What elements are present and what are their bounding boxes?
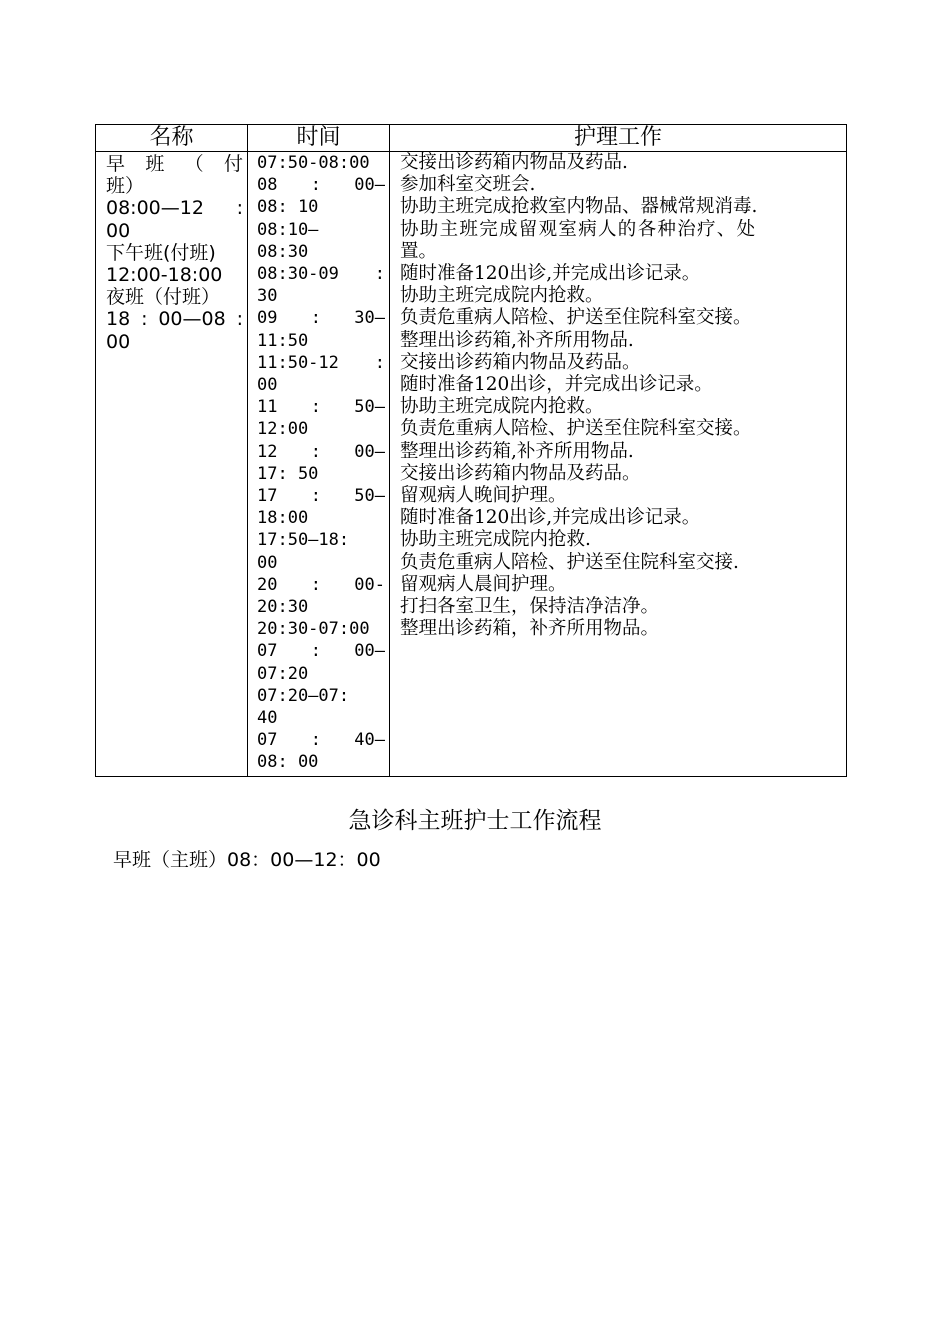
shift-name-line-part: : — [141, 308, 148, 331]
duty-line: 协助主班完成留观室病人的各种治疗、处 — [400, 218, 757, 240]
time-line: 30 — [257, 286, 278, 307]
time-line-part: 12 — [257, 441, 278, 462]
time-line-part: : — [310, 308, 321, 329]
time-line-part: : — [310, 574, 321, 595]
time-line: 20:30 — [257, 597, 309, 618]
time-line: 08: 00 — [257, 752, 319, 773]
time-line-part: : — [310, 641, 321, 662]
time-line: 00 — [257, 552, 278, 573]
time-line-part: : — [310, 441, 321, 462]
time-line: 08:10— — [257, 219, 319, 240]
time-line-part: 17 — [257, 486, 278, 507]
duty-line: 交接出诊药箱内物品及药品. — [400, 152, 628, 173]
duty-line: 留观病人晚间护理。 — [400, 485, 567, 507]
shift-name-line-part: : — [236, 197, 243, 220]
time-line — [257, 263, 385, 285]
duty-line: 置。 — [400, 240, 438, 262]
shift-name-line — [106, 308, 243, 330]
shift-name-line-part: （ — [184, 153, 204, 175]
time-line-part: 50— — [354, 397, 385, 418]
time-line-part: 07 — [257, 730, 278, 751]
duty-line: 留观病人晨间护理。 — [400, 573, 567, 595]
header-time: 时间 — [248, 125, 390, 152]
time-line-part: 08:30-09 — [257, 264, 339, 285]
duty-line: 整理出诊药箱,补齐所用物品. — [400, 440, 634, 462]
shift-name-line-part: 早 — [106, 153, 126, 175]
time-line-part: 00— — [354, 175, 385, 196]
section-subtitle: 早班（主班）08：00—12：00 — [113, 849, 381, 871]
time-line — [257, 574, 385, 596]
time-line-part: 00— — [354, 441, 385, 462]
time-line-part: 11:50-12 — [257, 352, 339, 373]
time-line: 17: 50 — [257, 463, 319, 484]
time-line-part: : — [310, 730, 321, 751]
shift-name-line — [106, 153, 243, 175]
time-line — [257, 174, 385, 196]
time-line: 17:50—18: — [257, 530, 350, 551]
time-line: 00 — [257, 375, 278, 396]
duty-line: 随时准备120出诊,并完成出诊记录。 — [400, 507, 701, 529]
time-line-part: 50— — [354, 486, 385, 507]
shift-name-line-part: 08:00—12 — [106, 197, 204, 220]
time-line-part: : — [310, 486, 321, 507]
duty-line: 协助主班完成院内抢救. — [400, 529, 591, 551]
shift-name-line: 班） — [106, 175, 145, 198]
table-row — [96, 152, 847, 777]
time-line-part: : — [374, 264, 385, 285]
duty-line: 交接出诊药箱内物品及药品。 — [400, 351, 641, 373]
shift-name-line-part: 班 — [145, 153, 165, 175]
time-line: 07:50-08:00 — [257, 153, 370, 173]
time-line-part: 40— — [354, 730, 385, 751]
shift-name-line: 00 — [106, 219, 131, 242]
duty-line: 负责危重病人陪检、护送至住院科室交接。 — [400, 418, 752, 440]
shift-name-line: 00 — [106, 330, 131, 353]
time-line: 08:30 — [257, 241, 309, 262]
shift-name-line-part: 00—08 — [158, 308, 226, 331]
duty-line: 协助主班完成抢救室内物品、器械常规消毒. — [400, 196, 758, 218]
time-line-part: 07 — [257, 641, 278, 662]
duty-line: 协助主班完成院内抢救。 — [400, 285, 604, 307]
shift-name-line: 下午班(付班) — [106, 241, 216, 264]
header-nursing-work: 护理工作 — [390, 125, 847, 152]
time-line: 08: 10 — [257, 197, 319, 218]
time-line-part: 08 — [257, 175, 278, 196]
duty-line: 随时准备120出诊，并完成出诊记录。 — [400, 374, 713, 396]
time-line-part: : — [374, 352, 385, 373]
shift-name-line — [106, 197, 243, 219]
duty-line: 整理出诊药箱,补齐所用物品. — [400, 329, 634, 351]
shift-times-cell — [248, 152, 390, 777]
duty-line: 整理出诊药箱，补齐所用物品。 — [400, 618, 660, 640]
time-line-part: 00- — [354, 574, 385, 595]
header-name: 名称 — [96, 125, 248, 152]
time-line-part: 11 — [257, 397, 278, 418]
shift-name-line-part: 付 — [223, 153, 243, 175]
duty-line: 协助主班完成院内抢救。 — [400, 396, 604, 418]
duty-line: 负责危重病人陪检、护送至住院科室交接. — [400, 551, 739, 573]
time-line-part: 09 — [257, 308, 278, 329]
time-line: 18:00 — [257, 508, 309, 529]
shift-name-line-part: : — [236, 308, 243, 331]
time-line: 20:30-07:00 — [257, 619, 370, 640]
duty-line: 随时准备120出诊,并完成出诊记录。 — [400, 263, 701, 285]
time-line — [257, 640, 385, 662]
duty-line: 交接出诊药箱内物品及药品。 — [400, 462, 641, 484]
duty-line: 打扫各室卫生，保持洁净洁净。 — [400, 596, 660, 618]
shift-name-line: 夜班（付班） — [106, 286, 221, 309]
duty-line: 负责危重病人陪检、护送至住院科室交接。 — [400, 307, 752, 329]
time-line: 07:20—07: — [257, 685, 350, 706]
shift-schedule-table — [95, 124, 847, 777]
shift-name-line-part: 18 — [106, 308, 131, 331]
time-line: 12:00 — [257, 419, 309, 440]
section-title: 急诊科主班护士工作流程 — [348, 808, 602, 834]
shift-name-line: 12:00-18:00 — [106, 264, 223, 287]
time-line — [257, 352, 385, 374]
time-line: 07:20 — [257, 663, 309, 684]
time-line — [257, 441, 385, 463]
duty-line: 参加科室交班会. — [400, 174, 536, 196]
time-line: 40 — [257, 708, 278, 729]
time-line — [257, 729, 385, 751]
table-header-row — [96, 125, 847, 152]
time-line-part: 00— — [354, 641, 385, 662]
shift-names-cell — [96, 152, 248, 777]
time-line-part: : — [310, 175, 321, 196]
time-line-part: 30— — [354, 308, 385, 329]
time-line-part: 20 — [257, 574, 278, 595]
time-line-part: : — [310, 397, 321, 418]
time-line — [257, 485, 385, 507]
time-line — [257, 396, 385, 418]
nursing-duties-cell — [390, 152, 847, 777]
time-line — [257, 307, 385, 329]
time-line: 11:50 — [257, 330, 309, 351]
